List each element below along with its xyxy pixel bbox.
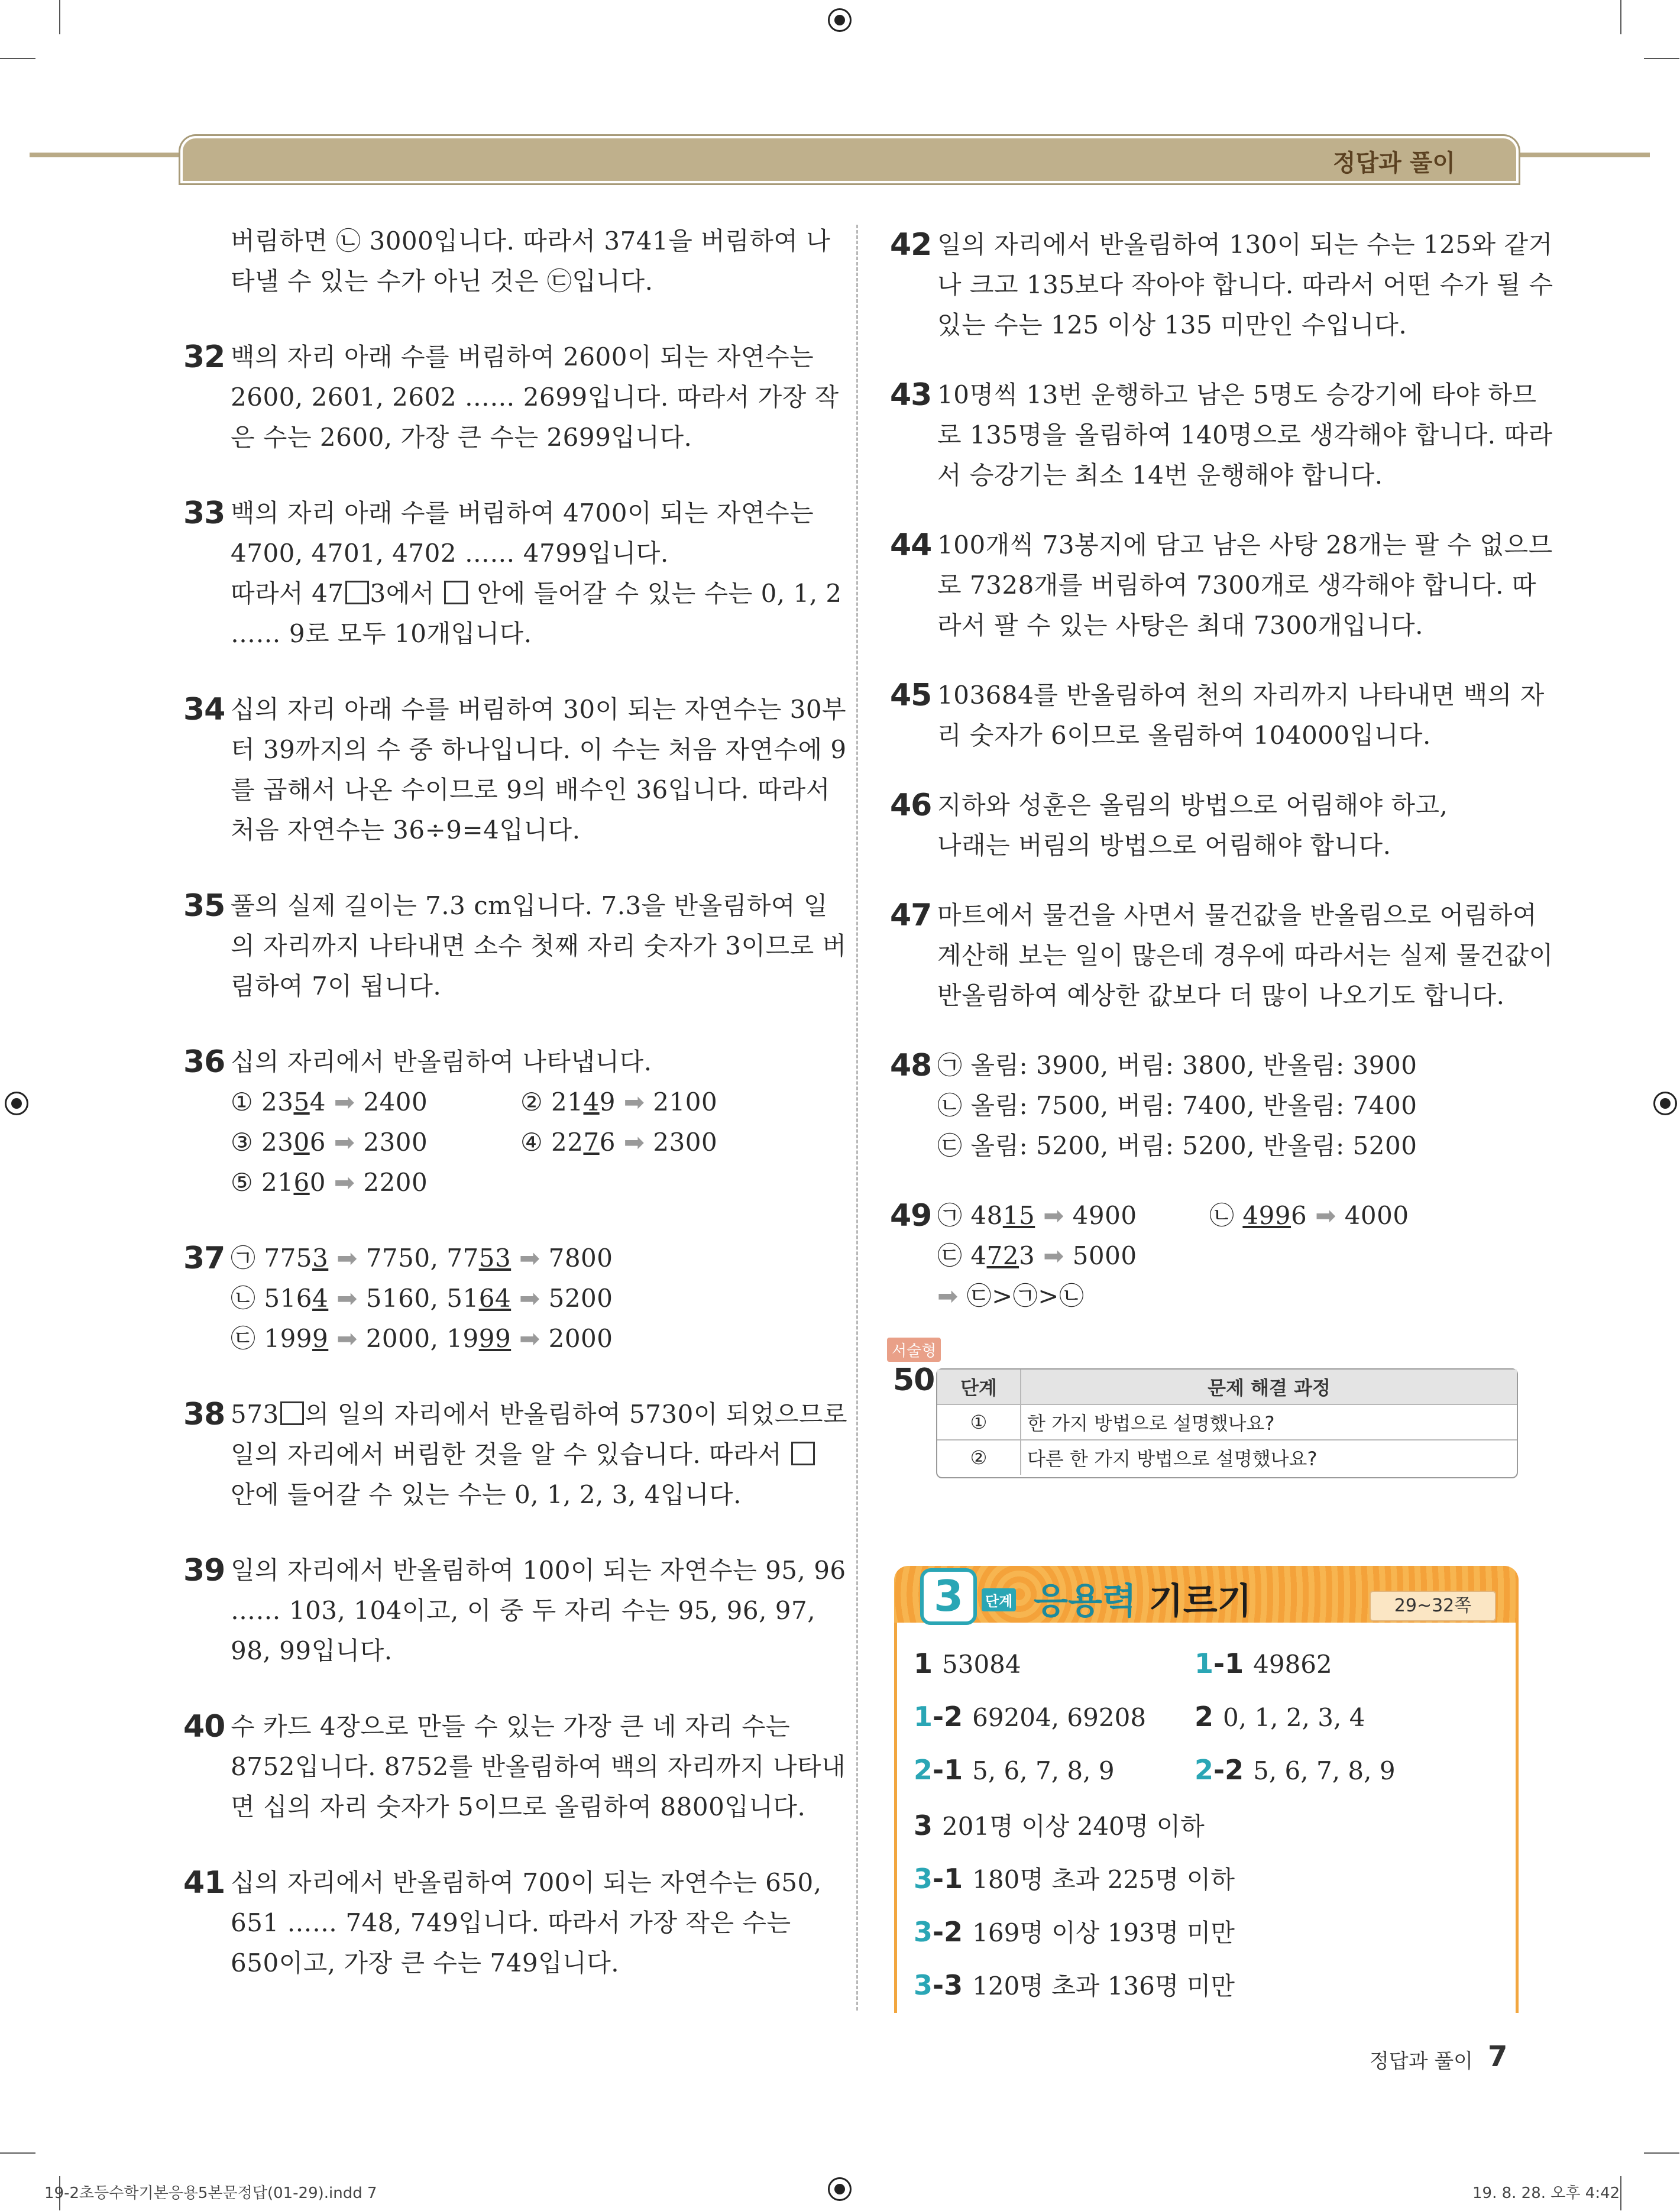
text-run: ㉠ 775 <box>231 1244 313 1273</box>
text-line: ㉡ 올림: 7500, 버림: 7400, 반올림: 7400 <box>937 1091 1417 1120</box>
question-number: 45 <box>890 678 932 713</box>
underlined-digit: 6 <box>293 1168 310 1197</box>
answer-1 <box>914 1647 1021 1679</box>
text-line: ㉠ 올림: 3900, 버림: 3800, 반올림: 3900 <box>937 1051 1417 1080</box>
answer-36 <box>183 1042 828 1203</box>
answer-value: 69204, 69208 <box>972 1703 1147 1732</box>
text-line: 의 자리까지 나타내면 소수 첫째 자리 숫자가 3이므로 버 <box>231 931 847 960</box>
text-line: 650이고, 가장 큰 수는 749입니다. <box>231 1948 620 1977</box>
blank-box <box>345 581 369 604</box>
text-run: 3에서 <box>370 579 435 608</box>
answer-key-suffix: -1 <box>933 1754 963 1786</box>
arrow-right-icon: ➡ <box>1315 1201 1336 1230</box>
option-text: ① 23 <box>231 1087 294 1116</box>
underlined-digit: 53 <box>478 1244 512 1273</box>
text-line: 나 크고 135보다 작아야 합니다. 따라서 어떤 수가 될 수 <box>937 270 1553 299</box>
option-text: 0 <box>309 1168 326 1197</box>
answer-3-1 <box>914 1860 1235 1896</box>
answer-3-3 <box>914 1967 1235 2002</box>
answer-key: 3 <box>914 1809 933 1841</box>
text-line: 8752입니다. 8752를 반올림하여 백의 자리까지 나타내 <box>231 1752 846 1781</box>
text-line: 리 숫자가 6이므로 올림하여 104000입니다. <box>937 721 1431 750</box>
arrow-right-icon: ➡ <box>519 1284 540 1313</box>
text-line: 반올림하여 예상한 값보다 더 많이 나오기도 합니다. <box>937 981 1505 1010</box>
answer-value: 5, 6, 7, 8, 9 <box>972 1756 1115 1785</box>
footer-label: 정답과 풀이 <box>1370 2050 1474 2073</box>
text-line: 2600, 2601, 2602 …… 2699입니다. 따라서 가장 작 <box>231 383 839 412</box>
answer-2-1 <box>914 1754 1115 1786</box>
answer-value: 53084 <box>942 1650 1021 1679</box>
option-text: ③ 23 <box>231 1128 294 1157</box>
text-line: 나래는 버림의 방법으로 어림해야 합니다. <box>937 831 1391 860</box>
question-number: 48 <box>890 1048 932 1083</box>
table-header-row <box>937 1370 1517 1404</box>
answer-key: 1 <box>914 1647 933 1679</box>
question-number: 36 <box>183 1044 225 1080</box>
underlined-digit: 9 <box>312 1324 329 1353</box>
blank-box <box>791 1442 815 1465</box>
right-column <box>890 225 1553 1316</box>
question-number: 39 <box>183 1553 225 1588</box>
text-line <box>231 1394 848 1435</box>
text-line <box>937 1276 1529 1316</box>
descriptive-tag: 서술형 <box>887 1338 941 1362</box>
question-number: 37 <box>183 1241 225 1276</box>
option-text: 4 <box>309 1087 326 1116</box>
answer-31-cont <box>231 221 831 302</box>
option-result: 2400 <box>363 1087 428 1116</box>
answer-value: 0, 1, 2, 3, 4 <box>1223 1703 1365 1732</box>
blank-box <box>444 581 468 604</box>
question-number: 47 <box>890 898 932 933</box>
step-label: 단계 <box>982 1588 1016 1611</box>
text-line: 일의 자리에서 반올림하여 130이 되는 수는 125와 같거 <box>937 230 1553 259</box>
answer-key: 3 <box>914 1916 933 1948</box>
text-line: ㉢ 올림: 5200, 버림: 5200, 반올림: 5200 <box>937 1131 1417 1160</box>
text-line: 651 …… 748, 749입니다. 따라서 가장 작은 수는 <box>231 1908 791 1937</box>
text-line: …… 9로 모두 10개입니다. <box>231 619 532 648</box>
text-run: 따라서 47 <box>231 579 344 608</box>
answer-value: 49862 <box>1253 1650 1332 1679</box>
text-line: 있는 수는 125 이상 135 미만인 수입니다. <box>937 310 1407 339</box>
option-text: 9 <box>599 1087 616 1116</box>
answer-2 <box>1195 1701 1365 1733</box>
answer-35 <box>183 886 847 1006</box>
text-line: 라서 팔 수 있는 사탕은 최대 7300개입니다. <box>937 611 1423 640</box>
crop-mark <box>0 2152 35 2154</box>
answer-45 <box>890 675 1545 756</box>
option-result: 2200 <box>363 1168 428 1197</box>
text-line: 터 39까지의 수 중 하나입니다. 이 수는 처음 자연수에 9 <box>231 735 847 764</box>
answer-key-suffix: -2 <box>933 1701 963 1733</box>
text-run: 5000 <box>1072 1241 1137 1270</box>
text-line: 백의 자리 아래 수를 버림하여 4700이 되는 자연수는 <box>231 498 814 527</box>
step-badge: 3 <box>920 1568 977 1625</box>
text-line: 은 수는 2600, 가장 큰 수는 2699입니다. <box>231 423 692 452</box>
question-number: 41 <box>183 1865 225 1901</box>
text-line: 로 7328개를 버림하여 7300개로 생각해야 합니다. 따 <box>937 571 1536 600</box>
text-run: ㉢>㉠>㉡ <box>966 1281 1085 1310</box>
underlined-digit: 15 <box>1002 1201 1035 1230</box>
text-line: 풀의 실제 길이는 7.3 cm입니다. 7.3을 반올림하여 일 <box>231 891 828 920</box>
answer-2-2 <box>1195 1754 1396 1786</box>
question-number: 43 <box>890 377 932 413</box>
underlined-digit: 7 <box>583 1128 600 1157</box>
answer-1-1 <box>1195 1647 1332 1679</box>
text-run: 2000 <box>548 1324 613 1353</box>
text-run: ㉢ 199 <box>231 1324 313 1353</box>
question-number: 38 <box>183 1397 225 1432</box>
text-run: 4900 <box>1072 1201 1137 1230</box>
header-rule <box>1511 153 1650 157</box>
text-run: ㉠ 48 <box>937 1201 1003 1230</box>
underlined-digit: 72 <box>986 1241 1019 1270</box>
crop-mark <box>1620 2176 1621 2210</box>
crop-mark <box>1644 2152 1679 2154</box>
question-number: 34 <box>183 692 225 727</box>
answer-key-suffix: -3 <box>933 1969 963 2001</box>
text-line: 103684를 반올림하여 천의 자리까지 나타내면 백의 자 <box>937 681 1545 710</box>
underlined-digit: 99 <box>478 1324 512 1353</box>
text-run: 일의 자리에서 버림한 것을 알 수 있습니다. 따라서 <box>231 1440 782 1469</box>
text-line: 4700, 4701, 4702 …… 4799입니다. <box>231 539 669 568</box>
registration-mark-icon <box>5 1092 28 1115</box>
arrow-right-icon: ➡ <box>334 1087 355 1116</box>
text-run: 3 <box>1019 1241 1035 1270</box>
underlined-digit: 0 <box>293 1128 310 1157</box>
question-number: 49 <box>890 1198 932 1234</box>
underlined-digit: 5 <box>293 1087 310 1116</box>
answer-33 <box>183 493 842 654</box>
table-cell: ② <box>937 1440 1021 1475</box>
rubric-table <box>937 1370 1517 1475</box>
text-line: 100개씩 73봉지에 담고 남은 사탕 28개는 팔 수 없으므 <box>937 530 1553 559</box>
answer-key: 3 <box>914 1863 933 1895</box>
option-result: 2100 <box>653 1087 718 1116</box>
options-row <box>231 1082 828 1122</box>
question-number: 35 <box>183 888 225 924</box>
text-line: 십의 자리에서 반올림하여 나타냅니다. <box>231 1047 652 1076</box>
options-row <box>231 1122 828 1163</box>
option-text: 6 <box>309 1128 326 1157</box>
answer-34 <box>183 689 847 850</box>
arrow-right-icon: ➡ <box>1043 1241 1064 1270</box>
answer-38 <box>183 1394 848 1515</box>
arrow-right-icon: ➡ <box>336 1244 358 1273</box>
text-line: 마트에서 물건을 사면서 물건값을 반올림으로 어림하여 <box>937 901 1537 930</box>
arrow-right-icon: ➡ <box>1043 1201 1064 1230</box>
text-line: 지하와 성훈은 올림의 방법으로 어림해야 하고, <box>937 791 1448 820</box>
text-run: ㉡ 516 <box>231 1284 313 1313</box>
text-line: 버림하면 ㉡ 3000입니다. 따라서 3741을 버림하여 나 <box>231 226 831 255</box>
registration-mark-icon <box>828 2177 852 2201</box>
text-line: 백의 자리 아래 수를 버림하여 2600이 되는 자연수는 <box>231 342 814 371</box>
answer-key-suffix: -2 <box>1213 1754 1244 1786</box>
text-line <box>231 1435 828 1475</box>
text-line: 일의 자리에서 반올림하여 100이 되는 자연수는 95, 96 <box>231 1556 846 1585</box>
answer-32 <box>183 337 839 458</box>
text-line <box>937 1236 1529 1276</box>
table-row <box>937 1440 1517 1475</box>
question-number: 50 <box>893 1362 935 1398</box>
text-line: 림하여 7이 됩니다. <box>231 972 442 1001</box>
answer-48 <box>890 1045 1529 1166</box>
text-run: 6 <box>1291 1201 1307 1230</box>
answer-key-suffix: -2 <box>933 1916 963 1948</box>
options-row <box>231 1163 828 1203</box>
arrow-right-icon: ➡ <box>519 1244 540 1273</box>
answer-key: 2 <box>1195 1701 1214 1733</box>
answer-key: 1 <box>1195 1647 1214 1679</box>
section-title <box>1034 1573 1252 1624</box>
answer-1-2 <box>914 1701 1146 1733</box>
section-title-highlight: 응용력 <box>1034 1581 1137 1622</box>
text-line: 를 곱해서 나온 수이므로 9의 배수인 36입니다. 따라서 <box>231 775 830 804</box>
text-run: 7800 <box>548 1244 613 1273</box>
header-title: 정답과 풀이 <box>1332 150 1455 177</box>
answer-42 <box>890 225 1553 345</box>
answer-key: 2 <box>914 1754 933 1786</box>
text-line: …… 103, 104이고, 이 중 두 자리 수는 95, 96, 97, <box>231 1596 816 1625</box>
text-line <box>231 1238 828 1278</box>
option-result: 2300 <box>363 1128 428 1157</box>
page-number: 7 <box>1488 2040 1508 2073</box>
file-slug: 19-2초등수학기본응용5본문정답(01-29).indd 7 <box>44 2184 377 2202</box>
registration-mark-icon <box>828 8 852 32</box>
text-line: 면 십의 자리 숫자가 5이므로 올림하여 8800입니다. <box>231 1792 806 1821</box>
question-number: 32 <box>183 339 225 375</box>
question-number: 44 <box>890 527 932 563</box>
option-text: ② 21 <box>520 1087 584 1116</box>
text-line: 서 승강기는 최소 14번 운행해야 합니다. <box>937 461 1383 490</box>
text-line: 10명씩 13번 운행하고 남은 5명도 승강기에 타야 하므 <box>937 380 1537 409</box>
arrow-right-icon: ➡ <box>623 1128 645 1157</box>
text-line: 안에 들어갈 수 있는 수는 0, 1, 2, 3, 4입니다. <box>231 1480 742 1509</box>
answer-49 <box>890 1196 1529 1316</box>
table-cell: ① <box>937 1404 1021 1440</box>
question-number: 40 <box>183 1709 225 1744</box>
text-line: 십의 자리에서 반올림하여 700이 되는 자연수는 650, <box>231 1868 822 1897</box>
text-line: 십의 자리 아래 수를 버림하여 30이 되는 자연수는 30부 <box>231 695 847 724</box>
column-header: 단계 <box>937 1370 1021 1404</box>
left-column <box>183 221 848 1983</box>
date-slug: 19. 8. 28. 오후 4:42 <box>1472 2184 1620 2202</box>
text-line <box>937 1196 1529 1236</box>
underlined-digit: 4 <box>583 1087 600 1116</box>
text-line <box>231 574 842 614</box>
text-line: 98, 99입니다. <box>231 1636 393 1665</box>
text-line: 처음 자연수는 36÷9=4입니다. <box>231 815 581 844</box>
answer-3-2 <box>914 1914 1235 1949</box>
column-divider <box>856 225 858 2011</box>
underlined-digit: 3 <box>312 1244 329 1273</box>
arrow-right-icon: ➡ <box>937 1281 959 1310</box>
answer-44 <box>890 525 1553 646</box>
table-row <box>937 1404 1517 1440</box>
text-line <box>231 1278 828 1319</box>
blank-box <box>280 1401 304 1425</box>
question-number: 46 <box>890 788 932 823</box>
answer-value: 5, 6, 7, 8, 9 <box>1253 1756 1396 1785</box>
option-text: 6 <box>599 1128 616 1157</box>
answer-value: 201명 이상 240명 이하 <box>942 1812 1205 1841</box>
arrow-right-icon: ➡ <box>623 1087 645 1116</box>
answer-value: 169명 이상 193명 미만 <box>972 1918 1235 1947</box>
crop-mark <box>1620 0 1621 34</box>
arrow-right-icon: ➡ <box>334 1168 355 1197</box>
header-rule <box>30 153 183 157</box>
arrow-right-icon: ➡ <box>336 1324 358 1353</box>
answer-value: 180명 초과 225명 이하 <box>972 1865 1235 1894</box>
crop-mark <box>59 0 60 34</box>
text-line: 로 135명을 올림하여 140명으로 생각해야 합니다. 따라 <box>937 420 1553 449</box>
answer-41 <box>183 1863 828 1983</box>
answer-key-suffix: -1 <box>1213 1647 1244 1679</box>
text-run: 2000, 19 <box>365 1324 479 1353</box>
registration-mark-icon <box>1653 1092 1677 1115</box>
answer-37 <box>183 1238 828 1359</box>
answer-key: 2 <box>1195 1754 1214 1786</box>
answer-47 <box>890 895 1553 1016</box>
arrow-right-icon: ➡ <box>334 1128 355 1157</box>
text-run: 4000 <box>1344 1201 1409 1230</box>
option-text: ④ 22 <box>520 1128 584 1157</box>
text-run: 5200 <box>548 1284 613 1313</box>
underlined-digit: 4 <box>312 1284 329 1313</box>
text-line <box>231 1319 828 1359</box>
option-result: 2300 <box>653 1128 718 1157</box>
text-run: ㉡ <box>1209 1201 1243 1230</box>
question-number: 42 <box>890 227 932 263</box>
table-cell: 한 가지 방법으로 설명했나요? <box>1021 1404 1517 1440</box>
text-run: ㉢ 4 <box>937 1241 987 1270</box>
crop-mark <box>0 58 35 59</box>
answer-39 <box>183 1550 846 1671</box>
underlined-digit: 64 <box>478 1284 512 1313</box>
answer-40 <box>183 1707 846 1827</box>
crop-mark <box>1644 58 1679 59</box>
answer-46 <box>890 785 1529 866</box>
answer-value: 120명 초과 136명 미만 <box>972 1972 1235 2000</box>
page-range: 29~32쪽 <box>1370 1591 1496 1621</box>
text-line: 계산해 보는 일이 많은데 경우에 따라서는 실제 물건값이 <box>937 941 1553 970</box>
text-run: 7750, 77 <box>365 1244 479 1273</box>
text-run: 안에 들어갈 수 있는 수는 0, 1, 2 <box>477 579 842 608</box>
answer-key: 1 <box>914 1701 933 1733</box>
arrow-right-icon: ➡ <box>336 1284 358 1313</box>
answer-43 <box>890 375 1553 496</box>
answer-3 <box>914 1807 1205 1843</box>
option-text: ⑤ 21 <box>231 1168 294 1197</box>
underlined-digit: 499 <box>1242 1201 1291 1230</box>
answer-key-suffix: -1 <box>933 1863 963 1895</box>
header-band <box>180 136 1519 183</box>
text-run: 573 <box>231 1400 279 1429</box>
arrow-right-icon: ➡ <box>519 1324 540 1353</box>
question-number: 33 <box>183 496 225 531</box>
answer-key: 3 <box>914 1969 933 2001</box>
table-cell: 다른 한 가지 방법으로 설명했나요? <box>1021 1440 1517 1475</box>
text-line: 타낼 수 있는 수가 아닌 것은 ㉢입니다. <box>231 267 653 296</box>
text-line: 수 카드 4장으로 만들 수 있는 가장 큰 네 자리 수는 <box>231 1712 791 1741</box>
text-run: 의 일의 자리에서 반올림하여 5730이 되었으므로 <box>305 1400 848 1429</box>
text-run: 5160, 51 <box>365 1284 479 1313</box>
section-title-rest: 기르기 <box>1136 1581 1252 1622</box>
column-header: 문제 해결 과정 <box>1021 1370 1517 1404</box>
